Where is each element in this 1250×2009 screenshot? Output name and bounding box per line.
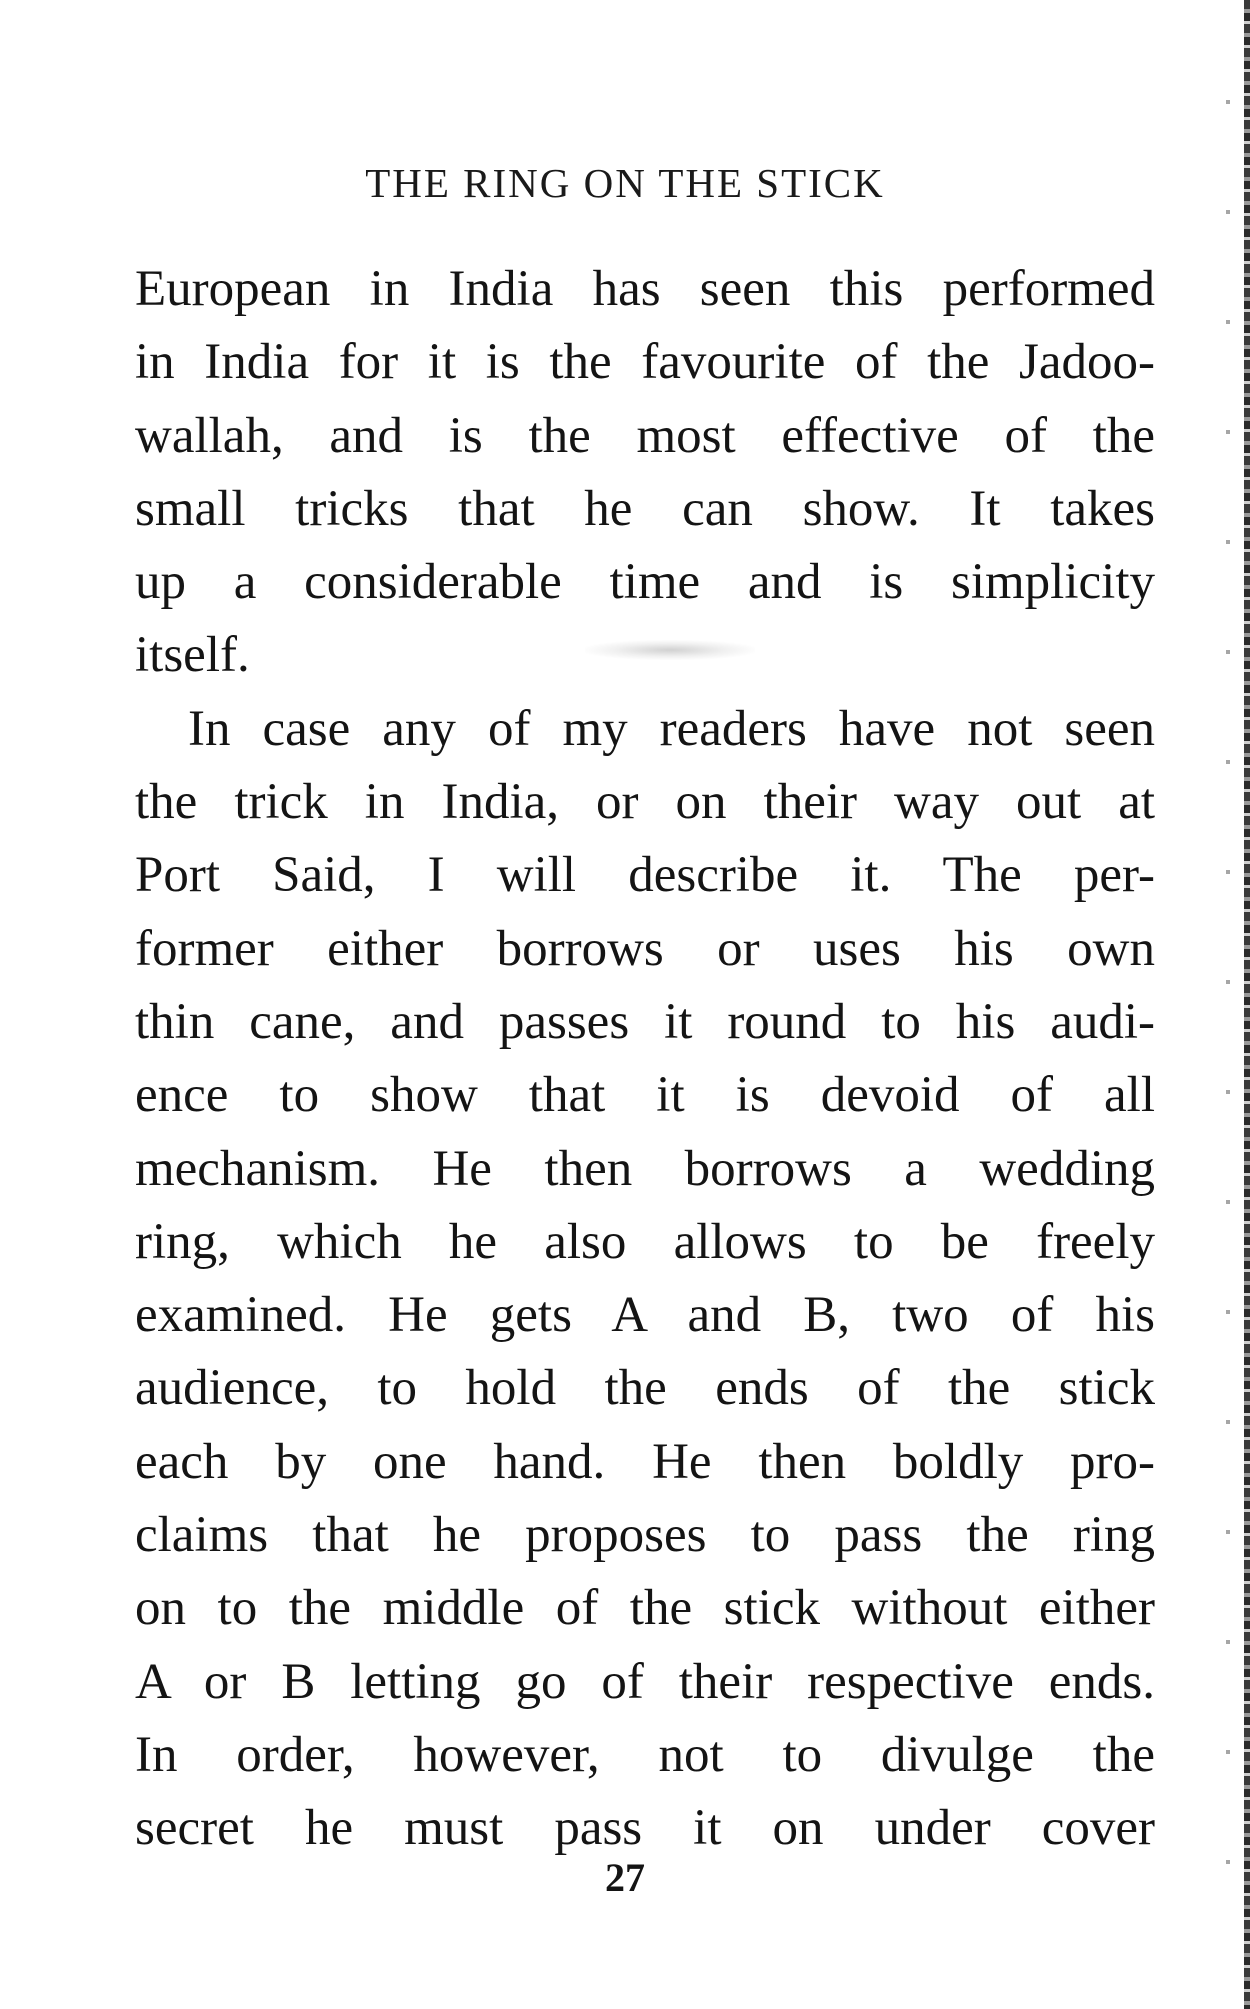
text-line: audience, to hold the ends of the stick xyxy=(135,1360,1155,1417)
text-line: wallah, and is the most effective of the xyxy=(135,407,1155,464)
body-text xyxy=(135,253,1155,1866)
text-line: ring, which he also allows to be freely xyxy=(135,1213,1155,1270)
running-head: THE RING ON THE STICK xyxy=(365,160,885,206)
text-line: up a considerable time and is simplicity xyxy=(135,554,1155,611)
text-line: secret he must pass it on under cover xyxy=(135,1800,1155,1857)
text-line: In order, however, not to divulge the xyxy=(135,1726,1155,1783)
text-line: the trick in India, or on their way out at xyxy=(135,774,1155,831)
text-line: Port Said, I will describe it. The per- xyxy=(135,847,1155,904)
text-line: former either borrows or uses his own xyxy=(135,920,1155,977)
text-line: examined. He gets A and B, two of his xyxy=(135,1287,1155,1344)
page-edge xyxy=(1244,0,1250,2009)
text-line: claims that he proposes to pass the ring xyxy=(135,1507,1155,1564)
text-line: in India for it is the favourite of the Jadoo- xyxy=(135,334,1155,391)
text-line: In case any of my readers have not seen xyxy=(188,700,1155,757)
text-line: on to the middle of the stick without either xyxy=(135,1580,1155,1637)
text-line: itself. xyxy=(135,627,250,684)
text-line: thin cane, and passes it round to his audi- xyxy=(135,993,1155,1050)
text-line: European in India has seen this performed xyxy=(135,261,1155,317)
text-line: small tricks that he can show. It takes xyxy=(135,480,1155,537)
scan-dust xyxy=(1226,40,1230,1960)
text-line: A or B letting go of their respective ends. xyxy=(135,1653,1155,1710)
scan-smudge xyxy=(585,640,755,660)
text-line: each by one hand. He then boldly pro- xyxy=(135,1433,1155,1490)
text-line: ence to show that it is devoid of all xyxy=(135,1067,1155,1124)
page-number: 27 xyxy=(605,1855,645,1900)
text-line: mechanism. He then borrows a wedding xyxy=(135,1140,1155,1197)
